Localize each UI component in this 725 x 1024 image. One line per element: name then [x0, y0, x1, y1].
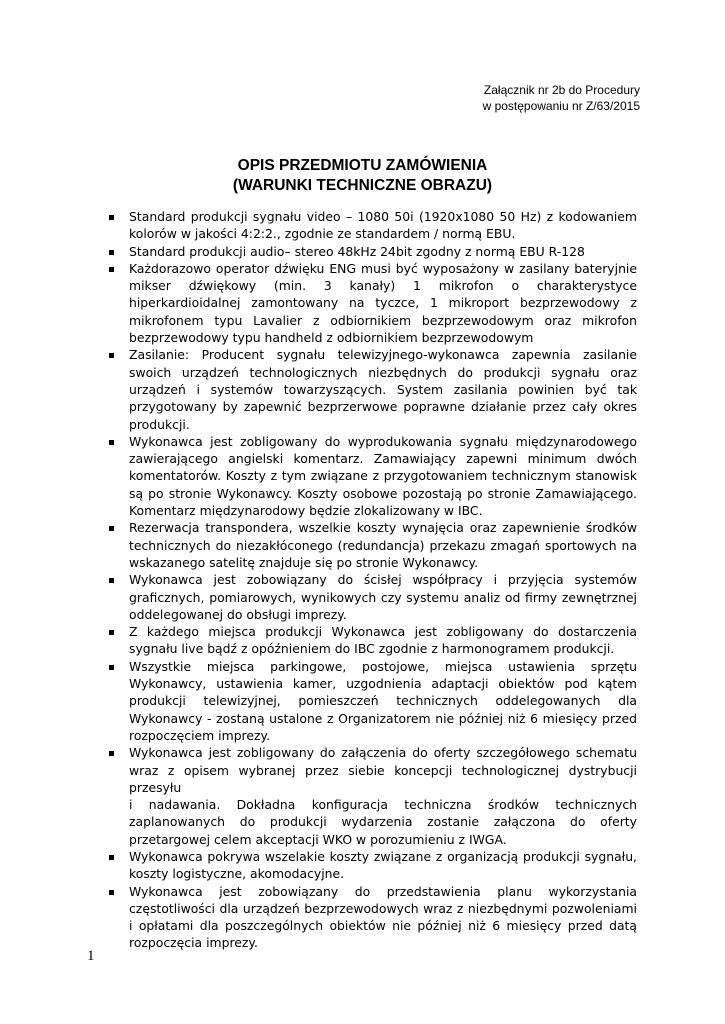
- requirement-item: Standard produkcji audio– stereo 48kHz 24bit zgodny z normą EBU R-128: [107, 243, 637, 260]
- annex-line-1: Załącznik nr 2b do Procedury: [483, 83, 640, 97]
- requirement-item: Wszystkie miejsca parkingowe, postojowe, miejsca ustawienia sprzętu Wykonawcy, ustawienia kamer, uzgodnienia adaptacji obiektów pod kątem produkcji telewizyjnej, pomieszczeń technicznych oddelegowanych dla Wykonawcy - zostaną ustalone z Organizatorem nie później niż 6 miesięcy przed rozpoczęciem imprezy.: [107, 658, 637, 744]
- requirement-item: Wykonawca jest zobowiązany do ścisłej współpracy i przyjęcia systemów graficznych, pomiarowych, wynikowych czy systemu analiz od firmy zewnętrznej oddelegowanej do obsługi imprezy.: [107, 571, 637, 623]
- requirement-item: Z każdego miejsca produkcji Wykonawca jest zobligowany do dostarczenia sygnału live bądź z opóźnieniem do IBC zgodnie z harmonogramem produkcji.: [107, 623, 637, 658]
- requirement-item: Wykonawca jest zobligowany do wyprodukowania sygnału międzynarodowego zawierającego angielski komentarz. Zamawiający zapewni minimum dwóch komentatorów. Koszty z tym związane z przygotowaniem technicznym stanowisk są po stronie Wykonawcy. Koszty osobowe pozostają po stronie Zamawiającego. Komentarz międzynarodowy będzie zlokalizowany w IBC.: [107, 433, 637, 519]
- requirements-list: [107, 208, 637, 952]
- document-title: [0, 156, 725, 196]
- title-line-2: (WARUNKI TECHNICZNE OBRAZU): [232, 177, 493, 194]
- requirement-item: Wykonawca pokrywa wszelakie koszty związane z organizacją produkcji sygnału, koszty logistyczne, akomodacyjne.: [107, 848, 637, 883]
- requirement-item: Rezerwacja transpondera, wszelkie koszty wynajęcia oraz zapewnienie środków technicznych do niezakłóconego (redundancja) przekazu zmagań sportowych na wskazanego satelitę znajduje się po stronie Wykonawcy.: [107, 519, 637, 571]
- requirement-item: Wykonawca jest zobowiązany do przedstawienia planu wykorzystania częstotliwości dla urządzeń bezprzewodowych wraz z niezbędnymi pozwoleniami i opłatami dla poszczególnych obiektów nie później niż 6 miesięcy przed datą rozpoczęcia imprezy.: [107, 883, 637, 952]
- annex-line-2: w postępowaniu nr Z/63/2015: [482, 99, 640, 113]
- requirement-item: Zasilanie: Producent sygnału telewizyjnego-wykonawca zapewnia zasilanie swoich urządzeń technologicznych niezbędnych do produkcji sygnału oraz urządzeń i systemów towarzyszących. System zasilania powinien być tak przygotowany by zapewnić bezprzerwowe poprawne działanie przez cały okres produkcji.: [107, 346, 637, 432]
- page-number: 1: [87, 948, 95, 964]
- annex-reference: [483, 82, 640, 114]
- requirement-item: Standard produkcji sygnału video – 1080 50i (1920x1080 50 Hz) z kodowaniem kolorów w jakości 4:2:2., zgodnie ze standardem / normą EBU.: [107, 208, 637, 243]
- requirement-item: Każdorazowo operator dźwięku ENG musi być wyposażony w zasilany bateryjnie mikser dźwiękowy (min. 3 kanały) 1 mikrofon o charakterystyce hiperkardioidalnej zamontowany na tyczce, 1 mikroport bezprzewodowy z mikrofonem typu Lavalier z odbiornikiem bezprzewodowym oraz mikrofon bezprzewodowy typu handheld z odbiornikiem bezprzewodowym: [107, 260, 637, 346]
- title-line-1: OPIS PRZEDMIOTU ZAMÓWIENIA: [237, 157, 488, 174]
- requirement-item: Wykonawca jest zobligowany do załączenia do oferty szczegółowego schematu wraz z opisem wybranej przez siebie koncepcji technologicznej dystrybucji przesyłu i nadawania. Dokładna konfiguracja techniczna środków technicznych zaplanowanych do produkcji wydarzenia zostanie załączona do oferty przetargowej celem akceptacji WKO w porozumieniu z IWGA.: [107, 744, 637, 848]
